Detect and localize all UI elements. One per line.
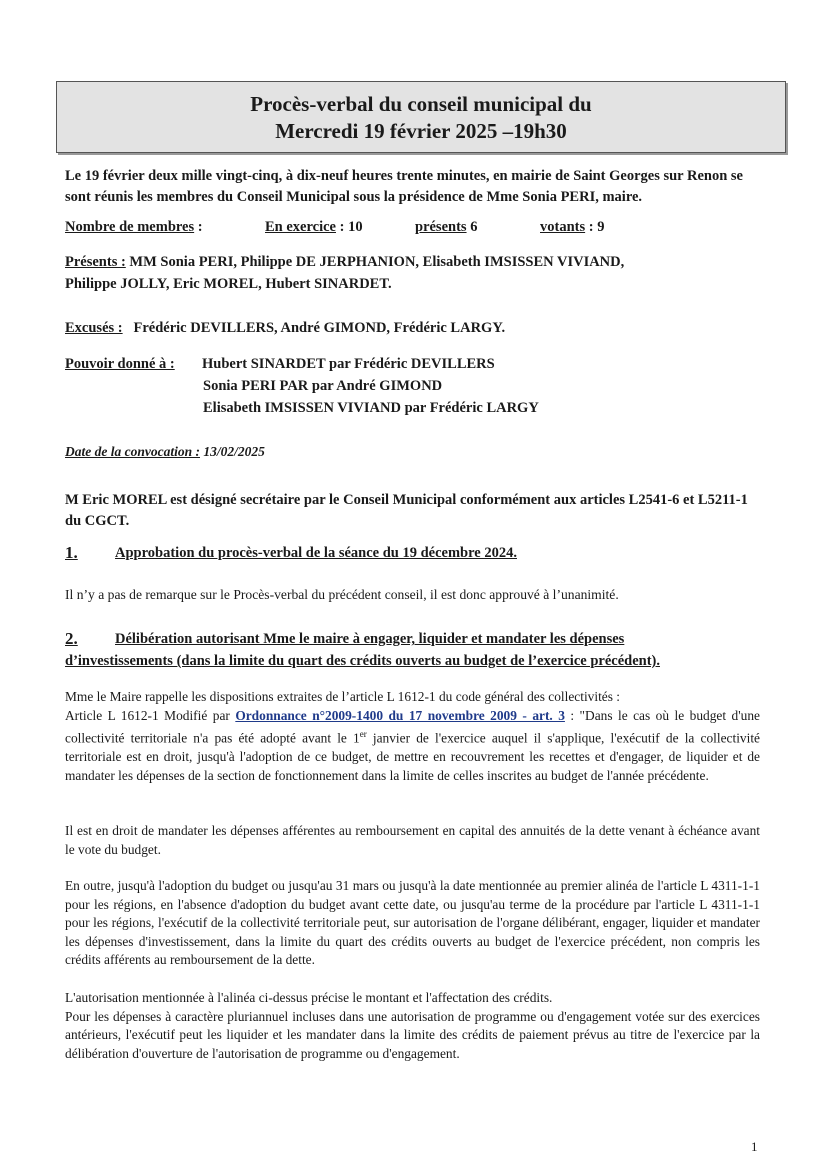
presents-names-1: MM Sonia PERI, Philippe DE JERPHANION, Elisabeth IMSISSEN VIVIAND, (129, 254, 625, 270)
convocation-line (65, 444, 265, 460)
section-2-number: 2. (65, 629, 78, 648)
presents-line-2: Philippe JOLLY, Eric MOREL, Hubert SINARDET. (65, 276, 392, 292)
exercice-count (265, 219, 363, 236)
title-box (56, 81, 786, 153)
convocation-date: 13/02/2025 (199, 444, 265, 459)
presents-count (415, 219, 477, 236)
pouvoir-item: Elisabeth IMSISSEN VIVIAND par Frédéric LARGY (203, 400, 539, 416)
page-number: 1 (751, 1139, 758, 1154)
presents-count-value: 6 (466, 219, 478, 235)
p1-rest: janvier de l'exercice auquel il s'applique, l'exécutif de la collectivité territoriale est en droit, jusqu'à l'adoption de ce budget, de mettre en recouvrement les recettes et d'engager, de liquider et de mandater les dépenses de la section de fonctionnement dans la limite de celles inscrites au budget de l'année précédente. (65, 730, 760, 783)
excuses-names: Frédéric DEVILLERS, André GIMOND, Frédéric LARGY. (133, 320, 506, 336)
ordonnance-link[interactable]: Ordonnance n°2009-1400 du 17 novembre 2009 - art. 3 (235, 707, 565, 723)
p1-after-link: : "Dans le cas où le budget d'une collectivité territoriale n'a pas été adopté avant le 1 (65, 707, 760, 746)
excuses-label: Excusés : (65, 320, 123, 336)
members-label (65, 219, 203, 236)
section-2-paragraph-1 (65, 688, 760, 785)
presents-label: Présents : (65, 254, 126, 270)
section-1-number: 1. (65, 543, 78, 562)
p4-rest: Pour les dépenses à caractère pluriannuel incluses dans une autorisation de programme ou d'engagement votée sur des exercices antérieurs, l'exécutif peut les liquider et les mandater dans la limite des crédits de paiement prévus au titre de l'exercice par la délibération d'ouverture de l'autorisation de programme ou d'engagement. (65, 1008, 760, 1061)
pouvoir-label (65, 356, 175, 373)
votants-count (540, 219, 604, 236)
section-2-title-line-2: d’investissements (dans la limite du quart des crédits ouverts au budget de l’exercice précédent). (65, 653, 660, 669)
votants-label: votants (540, 219, 586, 235)
title-line-1: Procès-verbal du conseil municipal du (250, 92, 592, 116)
p1-superscript: er (359, 729, 367, 740)
secretaire-paragraph: M Eric MOREL est désigné secrétaire par le Conseil Municipal conformément aux articles L2541-6 et L5211-1 du CGCT. (65, 492, 748, 529)
exercice-label: En exercice (265, 219, 336, 235)
exercice-value: : 10 (336, 219, 363, 235)
votants-value: : 9 (585, 219, 605, 235)
pouvoir-item: Sonia PERI PAR par André GIMOND (203, 378, 443, 394)
p1-line-1: Mme le Maire rappelle les dispositions extraites de l’article L 1612-1 du code général des collectivités : (65, 689, 621, 704)
section-2-paragraph-3: En outre, jusqu'à l'adoption du budget ou jusqu'au 31 mars ou jusqu'à la date mentionnée au premier alinéa de l'article L 4311-1-1 pour les régions, en l'absence d'adoption du budget avant cette date, ou jusqu'au terme de la procédure par l'article L 4311-1-1 pour les régions, l'exécutif de la collectivité territoriale peut, sur autorisation de l'organe délibérant, engager, liquider et mandater les dépenses d'investissement, dans la limite du quart des crédits ouverts au budget de l'exercice précédent, non compris les crédits afférents au remboursement de la dette. (65, 878, 760, 968)
p4-line-1: L'autorisation mentionnée à l'alinéa ci-dessus précise le montant et l'affectation des crédits. (65, 990, 553, 1005)
section-2-paragraph-2: Il est en droit de mandater les dépenses afférentes au remboursement en capital des annuités de la dette venant à échéance avant le vote du budget. (65, 823, 760, 857)
convocation-label: Date de la convocation : (65, 444, 200, 459)
pouvoir-item: Hubert SINARDET par Frédéric DEVILLERS (202, 356, 495, 372)
section-2-paragraph-4 (65, 989, 760, 1063)
members-label-sep: : (194, 219, 203, 235)
title-line-2: Mercredi 19 février 2025 –19h30 (275, 119, 567, 143)
members-label-text: Nombre de membres (65, 219, 195, 235)
section-1-title: Approbation du procès-verbal de la séance du 19 décembre 2024. (115, 545, 517, 561)
section-1-text: Il n’y a pas de remarque sur le Procès-verbal du précédent conseil, il est donc approuvé à l’unanimité. (65, 587, 619, 602)
excuses-line (65, 320, 505, 337)
intro-paragraph: Le 19 février deux mille vingt-cinq, à dix-neuf heures trente minutes, en mairie de Saint Georges sur Renon se sont réunis les membres du Conseil Municipal sous la présidence de Mme Sonia PERI, maire. (65, 168, 743, 205)
presents-count-label: présents (415, 219, 467, 235)
presents-line-1 (65, 254, 624, 271)
p1-before-link: Article L 1612-1 Modifié par (65, 707, 236, 723)
pouvoir-label-text: Pouvoir donné à : (65, 356, 175, 372)
section-2-title-line-1: Délibération autorisant Mme le maire à engager, liquider et mandater les dépenses (115, 631, 625, 647)
